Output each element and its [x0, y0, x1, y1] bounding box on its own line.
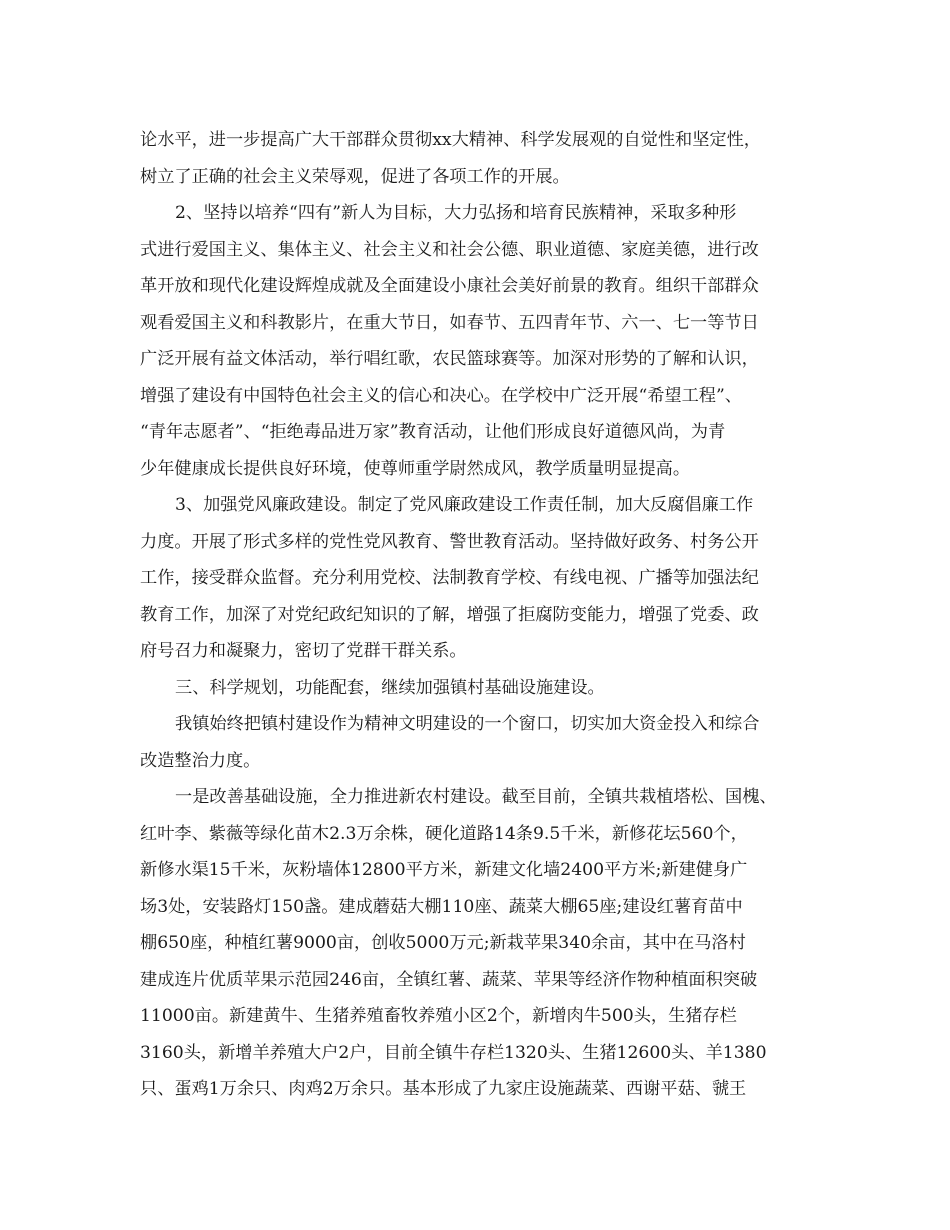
text-line: 力度。开展了形式多样的党性党风教育、警世教育活动。坚持做好政务、村务公开 — [140, 531, 759, 552]
text-line: 式进行爱国主义、集体主义、社会主义和社会公德、职业道德、家庭美德，进行改 — [140, 239, 759, 260]
text-line: 11000亩。新建黄牛、生猪养殖畜牧养殖小区2个，新增肉牛500头，生猪存栏 — [140, 1006, 737, 1026]
text-line: 新修水渠15千米，灰粉墙体12800平方米，新建文化墙2400平方米;新建健身广 — [140, 860, 748, 880]
text-line: 3160头，新增羊养殖大户2户，目前全镇牛存栏1320头、生猪12600头、羊1380 — [140, 1042, 767, 1063]
text-line: 改造整治力度。 — [140, 750, 261, 771]
text-line: 少年健康成长提供良好环境，使尊师重学尉然成风，教学质量明显提高。 — [140, 458, 691, 479]
text-line: 3、加强党风廉政建设。制定了党风廉政建设工作责任制，加大反腐倡廉工作 — [175, 495, 754, 515]
text-line: 广泛开展有益文体活动，举行唱红歌，农民篮球赛等。加深对形势的了解和认识， — [140, 349, 759, 369]
text-line: 一是改善基础设施，全力推进新农村建设。截至目前，全镇共栽植塔松、国槐、 — [175, 787, 777, 807]
text-line: 棚650座，种植红薯9000亩，创收5000万元;新栽苹果340余亩，其中在马洛村 — [140, 933, 746, 953]
text-line: 红叶李、紫薇等绿化苗木2.3万余株，硬化道路14条9.5千米，新修花坛560个， — [140, 823, 748, 844]
text-line: 府号召力和凝聚力，密切了党群干群关系。 — [140, 641, 467, 661]
text-line: 建成连片优质苹果示范园246亩，全镇红薯、蔬菜、苹果等经济作物种植面积突破 — [140, 969, 758, 990]
text-line: 观看爱国主义和科教影片，在重大节日，如春节、五四青年节、六一、七一等节日 — [140, 312, 759, 333]
text-line: 我镇始终把镇村建设作为精神文明建设的一个窗口，切实加大资金投入和综合 — [175, 714, 760, 734]
text-line: 2、坚持以培养“四有”新人为目标，大力弘扬和培育民族精神，采取多种形 — [175, 203, 737, 223]
text-line: 树立了正确的社会主义荣辱观，促进了各项工作的开展。 — [140, 166, 570, 187]
text-line: 只、蛋鸡1万余只、肉鸡2万余只。基本形成了九家庄设施蔬菜、西谢平菇、虢王 — [140, 1079, 747, 1099]
text-line: “青年志愿者”、“拒绝毒品进万家”教育活动，让他们形成良好道德风尚，为青 — [140, 422, 726, 442]
text-line: 工作，接受群众监督。充分利用党校、法制教育学校、有线电视、广播等加强法纪 — [140, 568, 759, 588]
text-line: 三、科学规划，功能配套，继续加强镇村基础设施建设。 — [175, 677, 605, 698]
text-line: 场3处，安装路灯150盏。建成蘑菇大棚110座、蔬菜大棚65座;建设红薯育苗中 — [140, 896, 743, 917]
text-line: 论水平，进一步提高广大干部群众贯彻xx大精神、科学发展观的自觉性和坚定性， — [140, 130, 761, 150]
text-line: 革开放和现代化建设辉煌成就及全面建设小康社会美好前景的教育。组织干部群众 — [140, 276, 759, 296]
document-body — [140, 122, 830, 1108]
text-line: 增强了建设有中国特色社会主义的信心和决心。在学校中广泛开展“希望工程”、 — [140, 385, 742, 406]
text-line: 教育工作，加深了对党纪政纪知识的了解，增强了拒腐防变能力，增强了党委、政 — [140, 604, 759, 625]
